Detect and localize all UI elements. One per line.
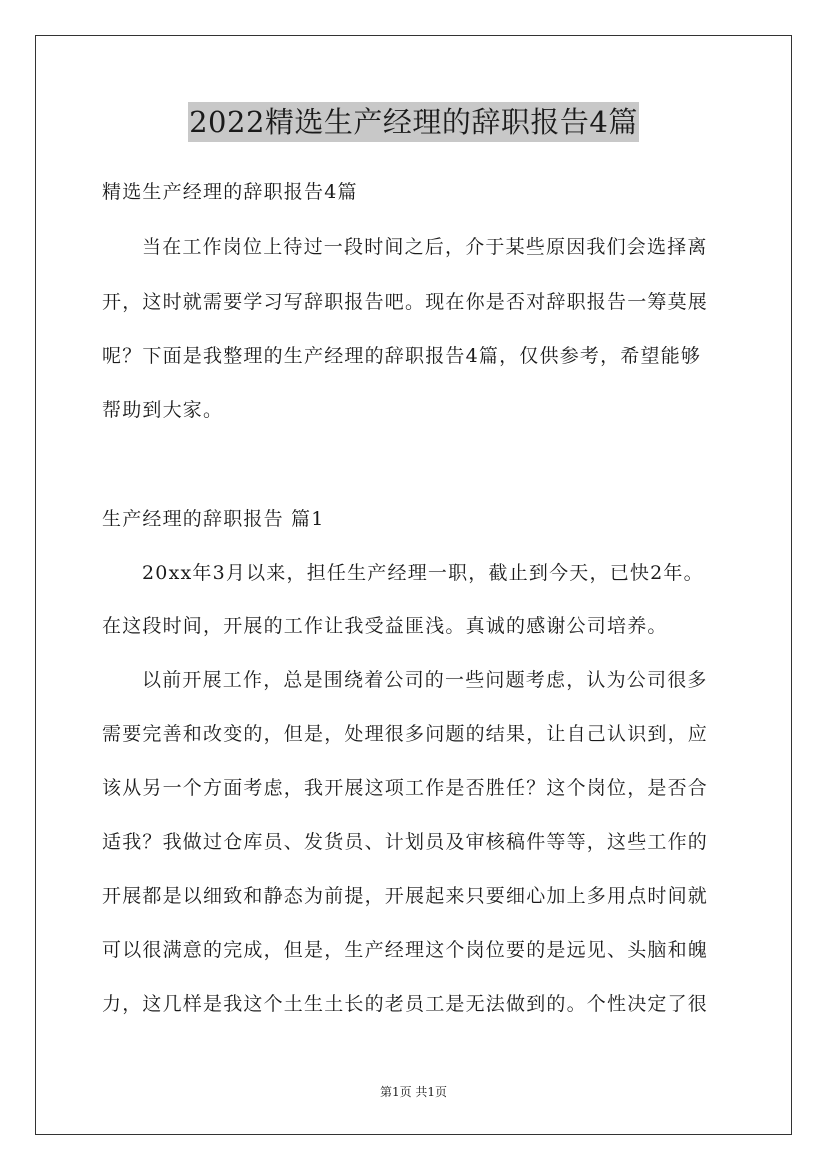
intro-line: 当在工作岗位上待过一段时间之后，介于某些原因我们会选择离 — [142, 236, 708, 258]
paragraph-line: 开展都是以细致和静态为前提，开展起来只要细心加上多用点时间就 — [102, 885, 709, 907]
section-heading: 生产经理的辞职报告 篇1 — [102, 508, 325, 530]
document-subtitle: 精选生产经理的辞职报告4篇 — [102, 181, 358, 203]
paragraph-line: 力，这几样是我这个土生土长的老员工是无法做到的。个性决定了很 — [102, 993, 709, 1015]
title-container — [0, 102, 827, 142]
paragraph-line: 可以很满意的完成，但是，生产经理这个岗位要的是远见、头脑和魄 — [102, 939, 709, 961]
paragraph-line: 以前开展工作，总是围绕着公司的一些问题考虑，认为公司很多 — [142, 669, 708, 691]
page-number-footer: 第1页 共1页 — [379, 1085, 448, 1099]
intro-line: 帮助到大家。 — [102, 399, 224, 421]
document-title: 2022精选生产经理的辞职报告4篇 — [188, 102, 639, 142]
paragraph-line: 20xx年3月以来，担任生产经理一职，截止到今天，已快2年。 — [142, 562, 704, 584]
intro-line: 呢？下面是我整理的生产经理的辞职报告4篇，仅供参考，希望能够 — [102, 345, 702, 367]
intro-line: 开，这时就需要学习写辞职报告吧。现在你是否对辞职报告一筹莫展 — [102, 291, 709, 313]
paragraph-line: 需要完善和改变的，但是，处理很多问题的结果，让自己认识到，应 — [102, 723, 709, 745]
paragraph-line: 该从另一个方面考虑，我开展这项工作是否胜任？这个岗位，是否合 — [102, 777, 709, 799]
paragraph-line: 在这段时间，开展的工作让我受益匪浅。真诚的感谢公司培养。 — [102, 615, 668, 637]
paragraph-line: 适我？我做过仓库员、发货员、计划员及审核稿件等等，这些工作的 — [102, 831, 709, 853]
